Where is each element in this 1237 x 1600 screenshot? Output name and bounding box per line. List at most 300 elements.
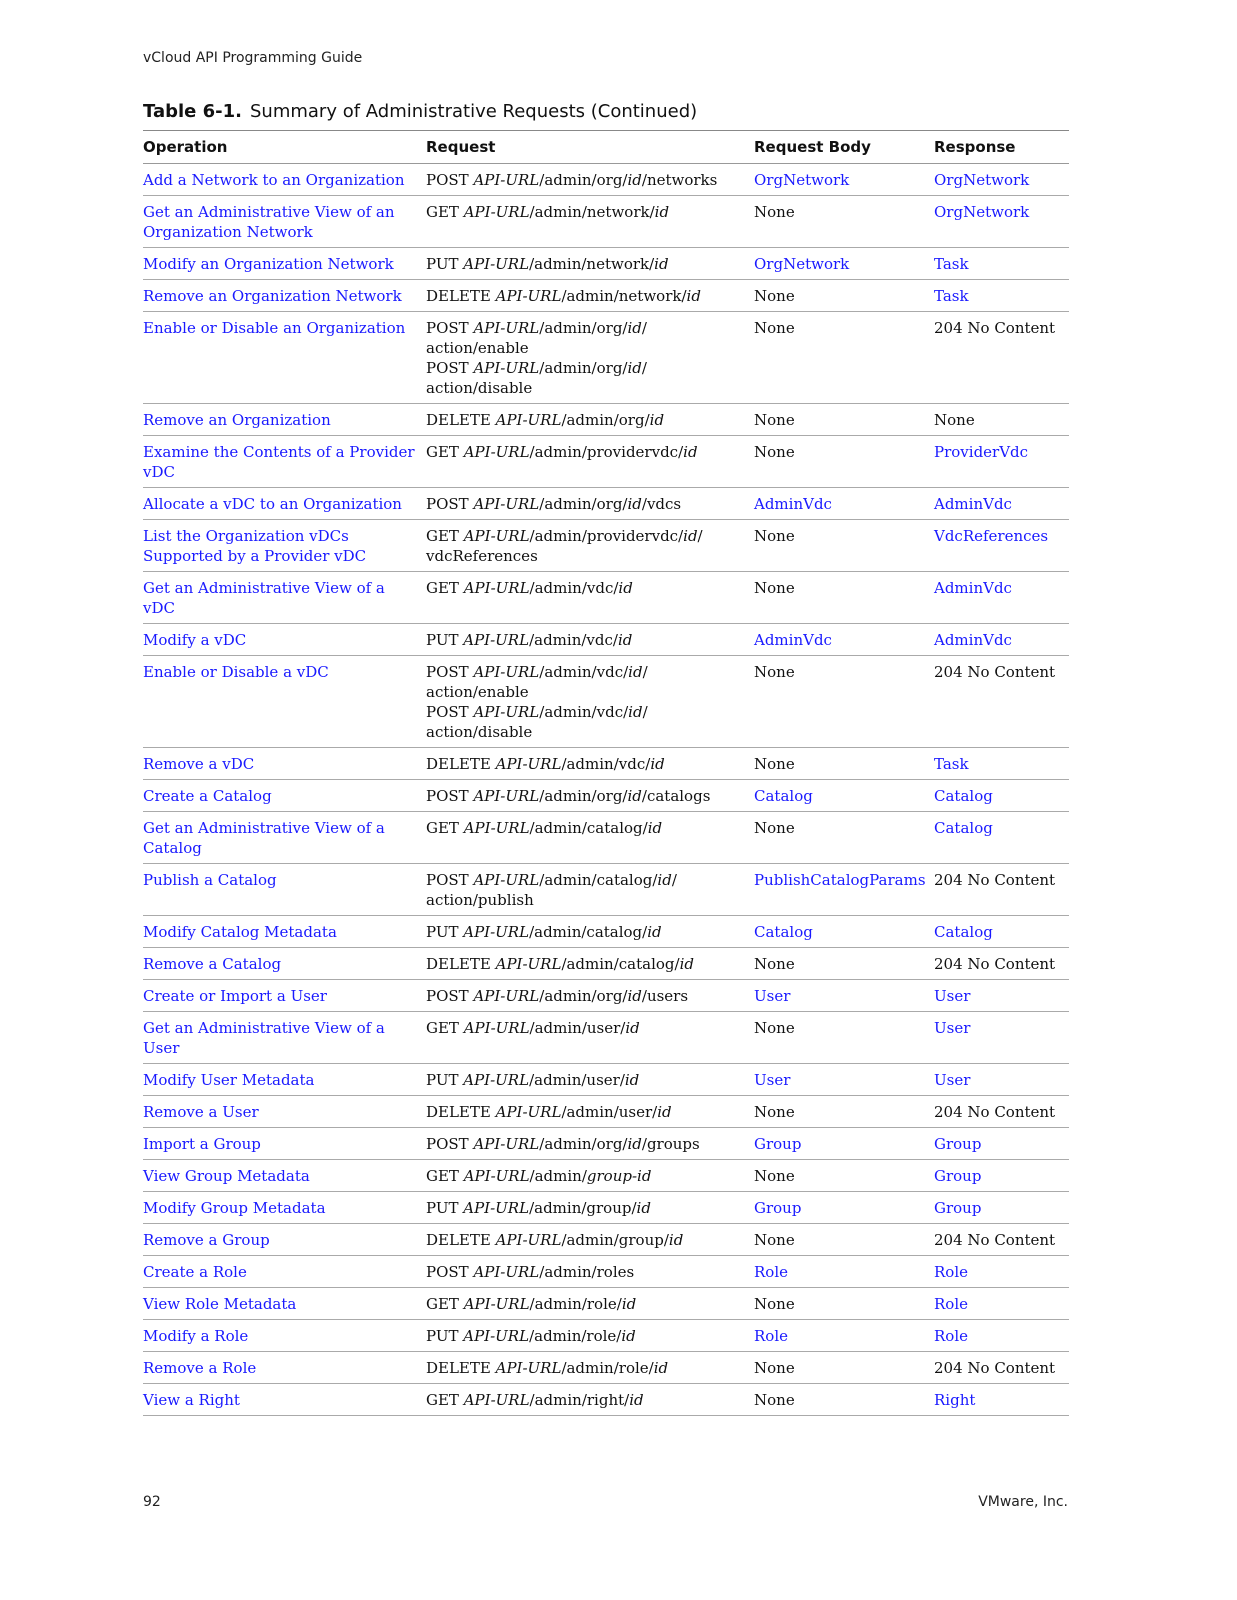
table-row (143, 1224, 1069, 1256)
response-link[interactable]: OrgNetwork (934, 203, 1030, 221)
request-placeholder: API-URL (463, 527, 530, 545)
operation-cell (143, 748, 426, 780)
operation-link[interactable]: Remove an Organization Network (143, 287, 402, 305)
operation-cell (143, 1352, 426, 1384)
request-text: /admin/org/ (561, 411, 650, 429)
operation-link[interactable]: Enable or Disable a vDC (143, 663, 329, 681)
request-placeholder: API-URL (495, 755, 562, 773)
operation-link[interactable]: Allocate a vDC to an Organization (143, 495, 402, 513)
request-text: PUT (426, 923, 464, 941)
request-cell (426, 164, 754, 196)
request-text: action/enable (426, 683, 529, 701)
request-text: /admin/catalog/ (529, 923, 648, 941)
operation-link[interactable]: Remove a vDC (143, 755, 255, 773)
request-line (426, 358, 746, 378)
request-placeholder: API-URL (473, 359, 540, 377)
request-cell (426, 1256, 754, 1288)
request-placeholder: API-URL (495, 411, 562, 429)
summary-table (143, 130, 1069, 1416)
request-text: POST (426, 703, 474, 721)
request-cell (426, 1224, 754, 1256)
response-cell (934, 1224, 1069, 1256)
request-body-cell (754, 1224, 934, 1256)
table-row (143, 748, 1069, 780)
request-body-link[interactable]: User (754, 987, 791, 1005)
request-cell (426, 488, 754, 520)
request-line (426, 318, 746, 338)
operation-link[interactable]: Publish a Catalog (143, 871, 277, 889)
request-placeholder: API-URL (463, 203, 530, 221)
request-text: /admin/vdc/ (529, 631, 618, 649)
request-cell (426, 1012, 754, 1064)
operation-link[interactable]: Get an Administrative View of a vDC (143, 579, 385, 617)
request-placeholder: API-URL (463, 255, 530, 273)
request-body-cell (754, 980, 934, 1012)
operation-cell (143, 1224, 426, 1256)
table-row (143, 812, 1069, 864)
response-cell (934, 980, 1069, 1012)
request-body-text: None (754, 1359, 795, 1377)
request-body-text: None (754, 955, 795, 973)
request-body-cell (754, 1128, 934, 1160)
request-body-text: None (754, 1167, 795, 1185)
company-name: VMware, Inc. (978, 1494, 1068, 1510)
request-placeholder: id (657, 871, 672, 889)
operation-link[interactable]: Get an Administrative View of a User (143, 1019, 385, 1057)
response-text: 204 No Content (934, 955, 1056, 973)
request-text: GET (426, 443, 464, 461)
request-cell (426, 1128, 754, 1160)
request-text: /admin/providervdc/ (529, 527, 684, 545)
operation-link[interactable]: Modify User Metadata (143, 1071, 315, 1089)
request-cell (426, 948, 754, 980)
operation-link[interactable]: Modify a Role (143, 1327, 249, 1345)
request-cell (426, 1320, 754, 1352)
request-text: /admin/catalog/ (539, 871, 658, 889)
request-text: GET (426, 1295, 464, 1313)
request-text: POST (426, 663, 474, 681)
request-placeholder: API-URL (495, 1359, 562, 1377)
request-text: action/disable (426, 723, 533, 741)
response-link[interactable]: AdminVdc (934, 579, 1012, 597)
request-line (426, 890, 746, 910)
operation-link[interactable]: Modify Catalog Metadata (143, 923, 337, 941)
request-line (426, 1326, 746, 1346)
operation-cell (143, 1012, 426, 1064)
request-line (426, 1294, 746, 1314)
request-body-cell (754, 520, 934, 572)
request-text: /catalogs (641, 787, 711, 805)
operation-cell (143, 280, 426, 312)
table-row (143, 436, 1069, 488)
request-line (426, 702, 746, 722)
table-row (143, 404, 1069, 436)
request-cell (426, 1160, 754, 1192)
request-placeholder: id (625, 1019, 640, 1037)
request-body-cell (754, 948, 934, 980)
request-text: /admin/network/ (529, 203, 655, 221)
response-link[interactable]: Group (934, 1199, 982, 1217)
request-body-link[interactable]: Group (754, 1199, 802, 1217)
request-placeholder: id (649, 411, 665, 429)
table-row (143, 196, 1069, 248)
request-text: /admin/user/ (529, 1019, 626, 1037)
table-row (143, 780, 1069, 812)
request-body-link[interactable]: PublishCatalogParams (754, 871, 926, 889)
request-placeholder: API-URL (463, 631, 530, 649)
operation-cell (143, 404, 426, 436)
request-body-cell (754, 1352, 934, 1384)
response-cell (934, 1012, 1069, 1064)
request-placeholder: API-URL (463, 1167, 530, 1185)
response-text: 204 No Content (934, 1359, 1056, 1377)
request-placeholder: API-URL (495, 1103, 562, 1121)
response-text: 204 No Content (934, 1103, 1056, 1121)
operation-cell (143, 624, 426, 656)
operation-link[interactable]: Remove an Organization (143, 411, 331, 429)
request-placeholder: API-URL (473, 495, 540, 513)
request-placeholder: id (627, 495, 642, 513)
operation-link[interactable]: Import a Group (143, 1135, 261, 1153)
response-link[interactable]: Task (934, 255, 969, 273)
operation-link[interactable]: View Group Metadata (143, 1167, 310, 1185)
request-text: DELETE (426, 1231, 496, 1249)
request-text: DELETE (426, 411, 496, 429)
request-placeholder: API-URL (463, 1071, 530, 1089)
operation-link[interactable]: Get an Administrative View of an Organization Network (143, 203, 395, 241)
request-text: GET (426, 527, 464, 545)
operation-link[interactable]: Remove a Role (143, 1359, 257, 1377)
request-line (426, 1134, 746, 1154)
request-placeholder: API-URL (473, 663, 540, 681)
operation-cell (143, 572, 426, 624)
response-link[interactable]: AdminVdc (934, 631, 1012, 649)
request-cell (426, 404, 754, 436)
request-placeholder: API-URL (495, 1231, 562, 1249)
request-text: /groups (641, 1135, 700, 1153)
response-cell (934, 1160, 1069, 1192)
request-cell (426, 312, 754, 404)
response-cell (934, 572, 1069, 624)
operation-link[interactable]: View a Right (143, 1391, 240, 1409)
request-placeholder: id (653, 1359, 669, 1377)
request-text: PUT (426, 631, 464, 649)
request-text: /admin/catalog/ (529, 819, 648, 837)
response-text: 204 No Content (934, 319, 1056, 337)
request-body-link[interactable]: OrgNetwork (754, 171, 850, 189)
request-placeholder: API-URL (473, 1263, 540, 1281)
response-cell (934, 1384, 1069, 1416)
running-header: vCloud API Programming Guide (143, 50, 363, 66)
operation-link[interactable]: Remove a Group (143, 1231, 270, 1249)
request-line (426, 630, 746, 650)
request-text: POST (426, 359, 474, 377)
request-body-cell (754, 812, 934, 864)
response-link[interactable]: User (934, 1019, 971, 1037)
request-text: /admin/roles (539, 1263, 635, 1281)
table-row (143, 1256, 1069, 1288)
request-placeholder: id (650, 755, 665, 773)
request-placeholder: API-URL (463, 1295, 530, 1313)
request-text: GET (426, 819, 464, 837)
column-header-request: Request (426, 138, 496, 156)
response-link[interactable]: Catalog (934, 819, 993, 837)
request-body-link[interactable]: Catalog (754, 787, 813, 805)
request-text: /admin/org/ (539, 787, 628, 805)
request-placeholder: id (627, 171, 642, 189)
request-body-link[interactable]: Group (754, 1135, 802, 1153)
request-cell (426, 280, 754, 312)
request-text: /admin/providervdc/ (529, 443, 684, 461)
request-body-link[interactable]: Role (754, 1327, 788, 1345)
request-placeholder: id (627, 987, 642, 1005)
request-body-link[interactable]: User (754, 1071, 791, 1089)
request-text: /admin/network/ (529, 255, 655, 273)
response-link[interactable]: ProviderVdc (934, 443, 1029, 461)
request-placeholder: API-URL (473, 703, 540, 721)
request-placeholder: group-id (586, 1167, 652, 1185)
table-row (143, 1288, 1069, 1320)
response-link[interactable]: VdcReferences (934, 527, 1049, 545)
request-text: GET (426, 203, 464, 221)
response-link[interactable]: Role (934, 1295, 968, 1313)
operation-cell (143, 780, 426, 812)
request-placeholder: id (627, 319, 642, 337)
request-placeholder: id (668, 1231, 684, 1249)
request-body-text: None (754, 287, 795, 305)
operation-link[interactable]: Enable or Disable an Organization (143, 319, 406, 337)
operation-link[interactable]: Examine the Contents of a Provider vDC (143, 443, 415, 481)
request-line (426, 578, 746, 598)
request-line (426, 662, 746, 682)
request-text: /admin/org/ (539, 319, 628, 337)
request-body-link[interactable]: AdminVdc (754, 631, 832, 649)
response-cell (934, 404, 1069, 436)
table-caption-text: Summary of Administrative Requests (Continued) (250, 101, 698, 122)
operation-cell (143, 864, 426, 916)
request-body-link[interactable]: OrgNetwork (754, 255, 850, 273)
request-body-link[interactable]: AdminVdc (754, 495, 832, 513)
request-line (426, 754, 746, 774)
request-placeholder: id (621, 1327, 636, 1345)
request-placeholder: id (657, 1103, 672, 1121)
operation-link[interactable]: Create a Catalog (143, 787, 272, 805)
request-body-cell (754, 1320, 934, 1352)
request-text: POST (426, 1135, 474, 1153)
request-text: /admin/org/ (539, 495, 628, 513)
request-text: POST (426, 987, 474, 1005)
response-cell (934, 1064, 1069, 1096)
response-link[interactable]: Role (934, 1327, 968, 1345)
request-text: GET (426, 579, 464, 597)
request-cell (426, 1064, 754, 1096)
operation-cell (143, 1128, 426, 1160)
column-header-operation: Operation (143, 138, 228, 156)
response-link[interactable]: Task (934, 755, 969, 773)
request-body-cell (754, 404, 934, 436)
request-text: PUT (426, 1199, 464, 1217)
request-body-text: None (754, 319, 795, 337)
operation-link[interactable]: Remove a User (143, 1103, 259, 1121)
request-line (426, 1230, 746, 1250)
table-body (143, 164, 1069, 1416)
request-line (426, 986, 746, 1006)
request-body-cell (754, 1192, 934, 1224)
table-row (143, 164, 1069, 196)
request-text: /admin/user/ (529, 1071, 625, 1089)
response-cell (934, 916, 1069, 948)
request-line (426, 1262, 746, 1282)
operation-link[interactable]: Modify a vDC (143, 631, 247, 649)
request-line (426, 1102, 746, 1122)
request-placeholder: API-URL (473, 871, 540, 889)
response-cell (934, 948, 1069, 980)
request-text: /admin/vdc/ (561, 755, 651, 773)
table-row (143, 864, 1069, 916)
request-text: /admin/right/ (529, 1391, 630, 1409)
table-row (143, 520, 1069, 572)
operation-link[interactable]: Add a Network to an Organization (143, 171, 405, 189)
request-text: /admin/org/ (539, 359, 628, 377)
request-cell (426, 812, 754, 864)
response-cell (934, 748, 1069, 780)
request-placeholder: API-URL (463, 819, 530, 837)
request-body-link[interactable]: Catalog (754, 923, 813, 941)
request-body-cell (754, 196, 934, 248)
request-body-text: None (754, 1019, 795, 1037)
response-link[interactable]: Task (934, 287, 969, 305)
table-row (143, 312, 1069, 404)
operation-link[interactable]: Create or Import a User (143, 987, 327, 1005)
table-row (143, 280, 1069, 312)
response-cell (934, 864, 1069, 916)
request-line (426, 254, 746, 274)
table-row (143, 1064, 1069, 1096)
request-placeholder: id (627, 1135, 642, 1153)
request-placeholder: API-URL (473, 1135, 540, 1153)
request-line (426, 1166, 746, 1186)
operation-link[interactable]: View Role Metadata (143, 1295, 297, 1313)
response-cell (934, 488, 1069, 520)
request-line (426, 378, 746, 398)
table-row (143, 1352, 1069, 1384)
operation-link[interactable]: Modify Group Metadata (143, 1199, 326, 1217)
request-text: POST (426, 319, 474, 337)
operation-link[interactable]: Remove a Catalog (143, 955, 282, 973)
operation-link[interactable]: Modify an Organization Network (143, 255, 394, 273)
request-body-link[interactable]: Role (754, 1263, 788, 1281)
response-link[interactable]: Catalog (934, 923, 993, 941)
request-placeholder: id (629, 1391, 644, 1409)
operation-link[interactable]: Create a Role (143, 1263, 247, 1281)
table-row (143, 1012, 1069, 1064)
request-text: /admin/user/ (561, 1103, 658, 1121)
request-body-cell (754, 864, 934, 916)
table-row (143, 980, 1069, 1012)
request-line (426, 1198, 746, 1218)
response-link[interactable]: Role (934, 1263, 968, 1281)
response-cell (934, 1352, 1069, 1384)
request-text: /admin/role/ (529, 1327, 622, 1345)
request-cell (426, 748, 754, 780)
request-line (426, 410, 746, 430)
response-cell (934, 624, 1069, 656)
operation-link[interactable]: Get an Administrative View of a Catalog (143, 819, 385, 857)
request-placeholder: API-URL (463, 1327, 530, 1345)
table-row (143, 248, 1069, 280)
request-placeholder: id (621, 1295, 637, 1313)
operation-link[interactable]: List the Organization vDCs Supported by a Provider vDC (143, 527, 367, 565)
request-text: action/disable (426, 379, 533, 397)
request-text: POST (426, 171, 474, 189)
request-text: PUT (426, 1071, 464, 1089)
request-body-cell (754, 164, 934, 196)
table-row (143, 1192, 1069, 1224)
response-link[interactable]: User (934, 1071, 971, 1089)
request-body-text: None (754, 1231, 795, 1249)
request-body-cell (754, 280, 934, 312)
response-cell (934, 1288, 1069, 1320)
operation-cell (143, 656, 426, 748)
request-text: POST (426, 495, 474, 513)
operation-cell (143, 164, 426, 196)
response-link[interactable]: Right (934, 1391, 976, 1409)
response-link[interactable]: User (934, 987, 971, 1005)
response-link[interactable]: Catalog (934, 787, 993, 805)
request-line (426, 1070, 746, 1090)
request-body-text: None (754, 1295, 795, 1313)
column-header-request-body: Request Body (754, 138, 871, 156)
operation-cell (143, 1096, 426, 1128)
request-line (426, 1390, 746, 1410)
response-text: 204 No Content (934, 663, 1056, 681)
response-cell (934, 780, 1069, 812)
request-placeholder: API-URL (463, 443, 530, 461)
request-text: /admin/org/ (539, 987, 628, 1005)
request-line (426, 442, 746, 462)
request-text: /admin/group/ (529, 1199, 637, 1217)
response-text: 204 No Content (934, 871, 1056, 889)
operation-cell (143, 520, 426, 572)
response-cell (934, 248, 1069, 280)
request-body-text: None (754, 411, 795, 429)
request-cell (426, 916, 754, 948)
request-body-text: None (754, 527, 795, 545)
request-text: /users (641, 987, 689, 1005)
request-text: POST (426, 871, 474, 889)
table-row (143, 916, 1069, 948)
request-cell (426, 864, 754, 916)
request-body-cell (754, 656, 934, 748)
request-body-cell (754, 312, 934, 404)
request-placeholder: id (686, 287, 701, 305)
response-link[interactable]: Group (934, 1167, 982, 1185)
request-text: / (641, 359, 647, 377)
request-body-cell (754, 488, 934, 520)
response-link[interactable]: OrgNetwork (934, 171, 1030, 189)
request-placeholder: id (654, 255, 669, 273)
request-cell (426, 572, 754, 624)
request-line (426, 546, 746, 566)
request-body-cell (754, 1160, 934, 1192)
request-cell (426, 1288, 754, 1320)
request-body-cell (754, 1384, 934, 1416)
request-text: action/enable (426, 339, 529, 357)
response-link[interactable]: Group (934, 1135, 982, 1153)
response-link[interactable]: AdminVdc (934, 495, 1012, 513)
request-placeholder: API-URL (463, 923, 530, 941)
response-text: None (934, 411, 975, 429)
